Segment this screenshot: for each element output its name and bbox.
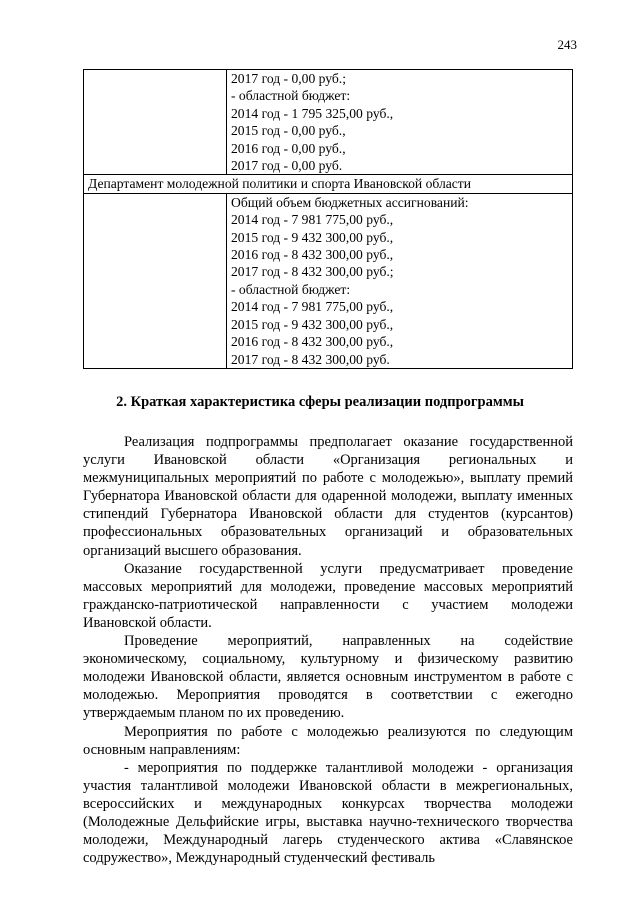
- table-row: [84, 70, 573, 175]
- table-line: 2015 год - 9 432 300,00 руб.,: [231, 229, 394, 245]
- body-text: [83, 433, 573, 867]
- page-number: 243: [557, 37, 577, 52]
- table-cell-empty: [84, 193, 227, 368]
- table-row: [84, 193, 573, 368]
- table-line: 2014 год - 1 795 325,00 руб.,: [231, 105, 394, 121]
- table-line: 2017 год - 0,00 руб.: [231, 158, 343, 174]
- department-name: Департамент молодежной политики и спорта Ивановской области: [84, 175, 573, 193]
- table-line: 2017 год - 8 432 300,00 руб.;: [231, 264, 394, 280]
- table-line: - областной бюджет:: [231, 88, 351, 104]
- table-line: 2017 год - 0,00 руб.;: [231, 71, 346, 86]
- table-line: - областной бюджет:: [231, 281, 351, 297]
- table-cell-empty: [84, 70, 227, 175]
- section-heading: 2. Краткая характеристика сферы реализации подпрограммы: [116, 394, 524, 410]
- paragraph: Проведение мероприятий, направленных на содействие экономическому, социальному, культурному и физическому развитию молодежи Ивановской области, является основным инструментом в работе с молодежью. Мероприятия проводятся в соответствии с ежегодно утверждаемым планом по их проведению.: [83, 633, 573, 722]
- table-line: 2016 год - 8 432 300,00 руб.,: [231, 247, 394, 263]
- table-cell-amounts: [227, 193, 573, 368]
- table-line: 2016 год - 8 432 300,00 руб.,: [231, 334, 394, 350]
- table-line: 2015 год - 0,00 руб.,: [231, 123, 346, 139]
- paragraph: Реализация подпрограммы предполагает оказание государственной услуги Ивановской области «Организация региональных и межмуниципальных мероприятий по работе с молодежью», выплату премий Губернатора Ивановской области для одаренной молодежи, выплату именных стипендий Губернатора Ивановской области для студентов (курсантов) профессиональных образовательных организаций и образовательных организаций высшего образования.: [83, 434, 573, 559]
- table-line: 2016 год - 0,00 руб.,: [231, 140, 346, 156]
- table-line: 2014 год - 7 981 775,00 руб.,: [231, 212, 394, 228]
- table-line: 2017 год - 8 432 300,00 руб.: [231, 351, 390, 367]
- table-cell-amounts: [227, 70, 573, 175]
- table-line: Общий объем бюджетных ассигнований:: [231, 194, 469, 210]
- table-line: 2014 год - 7 981 775,00 руб.,: [231, 299, 394, 315]
- paragraph: Мероприятия по работе с молодежью реализуются по следующим основным направлениям:: [83, 723, 573, 758]
- table-line: 2015 год - 9 432 300,00 руб.,: [231, 316, 394, 332]
- table-row-department: [84, 175, 573, 193]
- budget-table: [83, 69, 573, 369]
- paragraph: - мероприятия по поддержке талантливой молодежи - организация участия талантливой молодежи Ивановской области в межрегиональных, всероссийских и международных конкурсах творчества молодежи (Молодежные Дельфийские игры, выставка научно-технического творчества молодежи, Международный лагерь студенческого актива «Славянское содружество», Международный студенческий фестиваль: [83, 759, 573, 867]
- paragraph: Оказание государственной услуги предусматривает проведение массовых мероприятий для молодежи, проведение массовых мероприятий гражданско-патриотической направленности с участием молодежи Ивановской области.: [83, 560, 573, 631]
